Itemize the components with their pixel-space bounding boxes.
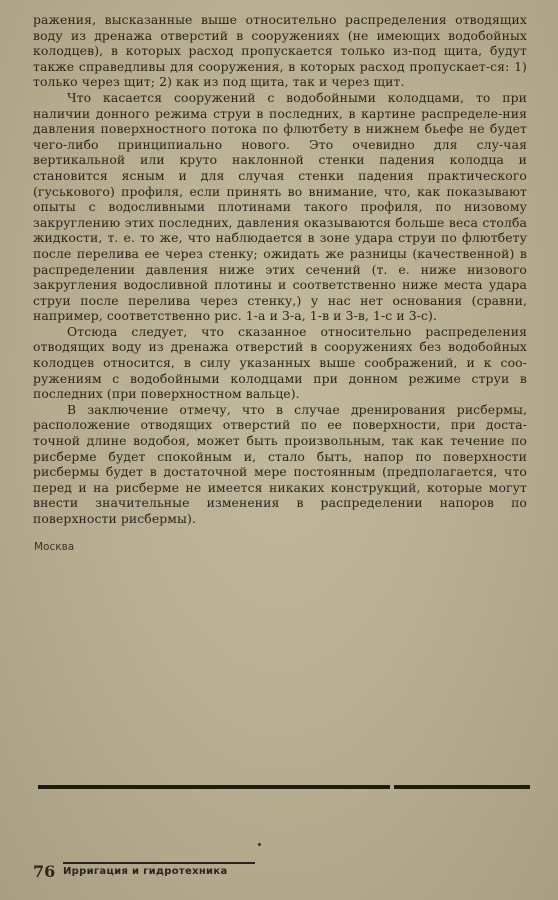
paragraph-3: Отсюда следует, что сказанное относительно распределения отводящих воду из дренажа отверстий в сооружениях без водобойных колодцев относится, в силу указанных выше соображений, и к соо-ружениям с водобойными колодцами при донном режиме струи в последних (при поверхностном вальце).: [33, 323, 527, 402]
footer-rule: [63, 862, 255, 864]
section-divider-left: [38, 785, 390, 789]
paragraph-4: В заключение отмечу, что в случае дренирования рисбермы, расположение отводящих отверстий по ее поверхности, при доста-точной длине водобоя, может быть произвольным, так как течение по рисберме будет спокойным и, стало быть, напор по поверхности рисбермы будет в достаточной мере постоянным (предполагается, что перед и на рисберме не имеется никаких конструкций, которые могут внести значительные изменения в распределении напоров по поверхности рисбермы).: [33, 401, 527, 526]
journal-title: Ирригация и гидротехника: [63, 866, 228, 877]
paragraph-1: ражения, высказанные выше относительно распределения отводящих воду из дренажа отверстий в сооружениях (не имеющих водобойных колодцев), в которых расход пропускается только из-под щита, будут также справедливы для сооружения, в которых расход пропускает-ся: 1) только через щит; 2) как из под щита, так и через щит.: [33, 12, 527, 90]
city-signature: Москва: [34, 541, 75, 553]
print-speck: [258, 843, 261, 846]
body-text: [33, 12, 527, 527]
page-number: 76: [33, 862, 56, 881]
paragraph-2: Что касается сооружений с водобойными колодцами, то при наличии донного режима струи в последних, в картине распределе-ния давления поверхностного потока по флютбету в нижнем бьефе не будет чего-либо принципиально нового. Это очевидно для слу-чая вертикальной или круто наклонной стенки падения колодца и становится ясным и для случая стенки падения практического (гуськового) профиля, если принять во внимание, что, как показывают опыты с водосливными плотинами такого профиля, по низовому закруглению этих последних, давления оказываются больше веса столба жидкости, т. е. то же, что наблюдается в зоне удара струи по флютбету после перелива ее через стенку; ожидать же разницы (качественной) в распределении давления ниже этих сечений (т. е. ниже низового закругления водосливной плотины и соответственно ниже места удара струи после перелива через стенку,) у нас нет основания (сравни, например, соответственно рис. 1-а и 3-а, 1-в и 3-в, 1-с и 3-с).: [33, 89, 527, 324]
section-divider-right: [394, 785, 530, 789]
page-footer: [33, 862, 533, 882]
